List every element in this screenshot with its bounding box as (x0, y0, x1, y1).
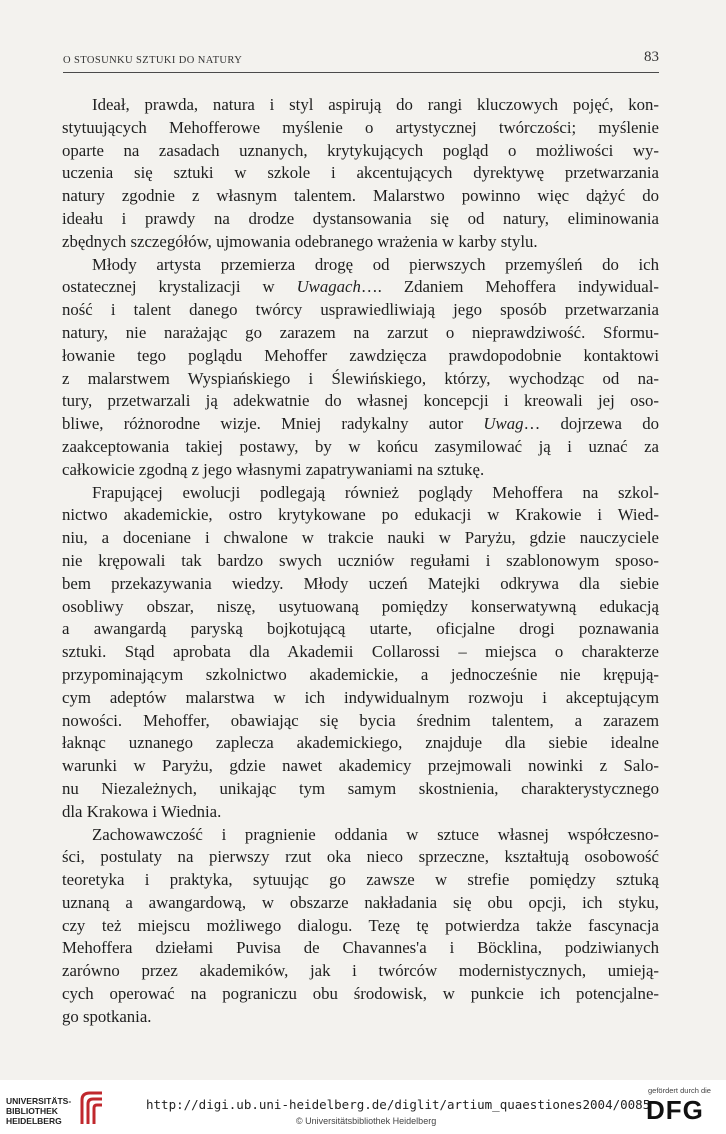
text-line (62, 276, 659, 299)
text-segment: Młody artysta przemierza drogę od pierwszych przemyśleń do ich (92, 254, 659, 274)
text-segment: natury zgodnie z własnym talentem. Malarstwo powinno więc dążyć do (62, 186, 659, 206)
text-line (62, 778, 659, 801)
text-segment: ostatecznej krystalizacji w (62, 277, 297, 297)
text-segment: oparte na zasadach uznanych, krytykujących pogląd o możliwości wy- (62, 140, 659, 160)
text-segment: bem przekazywania wiedzy. Młody uczeń Matejki odkrywa dla siebie (62, 573, 659, 593)
text-segment: zaakceptowania takiej postawy, by w końcu zasymilować ją i uznać za (62, 436, 659, 456)
text-line (62, 482, 659, 505)
text-segment: cym adeptów malarstwa w ich indywidualnym rozwoju i akceptującym (62, 687, 659, 707)
text-line (62, 231, 659, 254)
text-segment: natury, nie narażając go zarazem na zarzut o nieprawdziwość. Sformu- (62, 322, 659, 342)
text-segment: a awangardą paryską bojkotującą utarte, oficjalne drogi poznawania (62, 619, 659, 639)
text-line (62, 869, 659, 892)
text-line (62, 94, 659, 117)
text-segment: czy też miejscu możliwego dialogu. Tezę tę potwierdza także fascynacja (62, 915, 659, 935)
text-line (62, 550, 659, 573)
text-segment: osobliwy obszar, niszę, usytuowaną pomiędzy konserwatywną edukacją (62, 596, 659, 616)
text-segment: łaknąc uznanego zaplecza akademickiego, znajduje dla siebie idealne (62, 733, 659, 753)
text-segment: uczenia się sztuki w szkole i akcentujących dyrektywę przetwarzania (62, 163, 659, 183)
library-emblem-icon (78, 1090, 104, 1126)
text-segment: warunki w Paryżu, gdzie nawet akademicy przejmowali nowinki z Salo- (62, 756, 659, 776)
text-segment: Mehoffera dziełami Puvisa de Chavannes'a i Böcklina, podziwianych (62, 938, 659, 958)
text-segment: zarówno przez akademików, jak i twórców modernistycznych, umieją- (62, 961, 659, 981)
text-line (62, 527, 659, 550)
text-line (62, 322, 659, 345)
text-line (62, 117, 659, 140)
text-segment: go spotkania. (62, 1006, 152, 1026)
text-segment: stytuujących Mehofferowe myślenie o artystycznej twórczości; myślenie (62, 117, 659, 137)
text-segment: uznaną a awangardową, w obszarze nakładania się obu opcji, ich styku, (62, 892, 659, 912)
text-segment: …. Zdaniem Mehoffera indywidual- (360, 277, 659, 297)
funding-caption: gefördert durch die (648, 1086, 711, 1095)
text-segment: dla Krakowa i Wiednia. (62, 801, 222, 821)
text-line (62, 436, 659, 459)
footer-bar (0, 1080, 726, 1134)
text-line (62, 618, 659, 641)
text-line (62, 368, 659, 391)
text-line (62, 140, 659, 163)
text-line (62, 824, 659, 847)
text-segment: ści, postulaty na pierwszy rzut oka nieco sprzeczne, kształtują osobowość (62, 847, 659, 867)
text-line (62, 299, 659, 322)
text-segment: ność i talent danego twórcy usprawiedliwiają jego sposób przetwarzania (62, 300, 659, 320)
text-line (62, 892, 659, 915)
text-line (62, 504, 659, 527)
copyright-notice: © Universitätsbibliothek Heidelberg (296, 1116, 437, 1126)
text-segment: nowości. Mehoffer, obawiając się bycia średnim talentem, a zarazem (62, 710, 659, 730)
text-segment: ideału i prawdy na drodze dystansowania się od natury, eliminowania (62, 208, 659, 228)
italic-title: Uwag (483, 414, 524, 434)
text-line (62, 915, 659, 938)
text-segment: przypominającym szkolnictwo akademickie, a jednocześnie nie krępują- (62, 664, 659, 684)
university-library-logo[interactable] (6, 1088, 106, 1128)
text-line (62, 755, 659, 778)
text-line (62, 390, 659, 413)
text-line (62, 596, 659, 619)
text-line (62, 687, 659, 710)
text-segment: z malarstwem Wyspiańskiego i Ślewińskiego, którzy, wychodząc od na- (62, 368, 659, 388)
text-line (62, 413, 659, 436)
text-segment: łowanie tego poglądu Mehoffer zawdzięcza prawdopodobnie kontaktowi (62, 345, 659, 365)
text-segment: cych operować na pograniczu obu środowisk, w punkcie ich potencjalne- (62, 984, 659, 1004)
text-line (62, 345, 659, 368)
text-segment: tury, przetwarzali ją adekwatnie do własnej koncepcji i kreowali jej oso- (62, 391, 659, 411)
text-line (62, 641, 659, 664)
text-line (62, 732, 659, 755)
text-segment: Ideał, prawda, natura i styl aspirują do rangi kluczowych pojęć, kon- (92, 95, 659, 114)
text-line (62, 185, 659, 208)
page-number: 83 (644, 49, 659, 65)
text-line (62, 983, 659, 1006)
text-segment: niu, a doceniane i chwalone w trakcie nauki w Paryżu, gdzie nauczyciele (62, 528, 659, 548)
text-line (62, 664, 659, 687)
body-text (62, 94, 659, 1029)
text-line (62, 1006, 659, 1029)
text-segment: zbędnych szczegółów, ujmowania odebranego wrażenia w karby stylu. (62, 231, 538, 251)
text-segment: teoretyka i praktyka, sytuując go zawsze w strefie pomiędzy sztuką (62, 870, 659, 890)
text-segment: całkowicie zgodną z jego własnymi zapatrywaniami na sztukę. (62, 459, 485, 479)
permalink-url[interactable]: http://digi.ub.uni-heidelberg.de/diglit/artium_quaestiones2004/0085 (146, 1097, 651, 1112)
running-head: O STOSUNKU SZTUKI DO NATURY (63, 55, 243, 66)
text-line (62, 937, 659, 960)
text-segment: Frapującej ewolucji podlegają również poglądy Mehoffera na szkol- (92, 482, 659, 502)
library-name: UNIVERSITÄTS- BIBLIOTHEK HEIDELBERG (6, 1096, 72, 1126)
text-line (62, 573, 659, 596)
page-header (63, 48, 659, 73)
text-segment: Zachowawczość i pragnienie oddania w sztuce własnej współczesno- (92, 824, 659, 844)
text-line (62, 254, 659, 277)
text-segment: nie krępowali tak bardzo swych uczniów regułami i szablonowym sposo- (62, 550, 659, 570)
text-line (62, 801, 659, 824)
text-line (62, 960, 659, 983)
text-line (62, 208, 659, 231)
text-segment: nictwo akademickie, ostro krytykowane po edukacji w Krakowie i Wied- (62, 505, 659, 525)
text-line (62, 162, 659, 185)
text-segment: … dojrzewa do (523, 414, 659, 434)
text-segment: bliwe, różnorodne wizje. Mniej radykalny autor (62, 414, 484, 434)
dfg-logo[interactable]: DFG (646, 1095, 704, 1125)
text-line (62, 459, 659, 482)
text-segment: sztuki. Stąd aprobata dla Akademii Collarossi – miejsca o charakterze (62, 642, 659, 662)
text-segment: nu Niezależnych, unikając tym samym skostnienia, charakterystycznego (62, 778, 659, 798)
italic-title: Uwagach (296, 277, 361, 297)
text-line (62, 710, 659, 733)
text-line (62, 846, 659, 869)
